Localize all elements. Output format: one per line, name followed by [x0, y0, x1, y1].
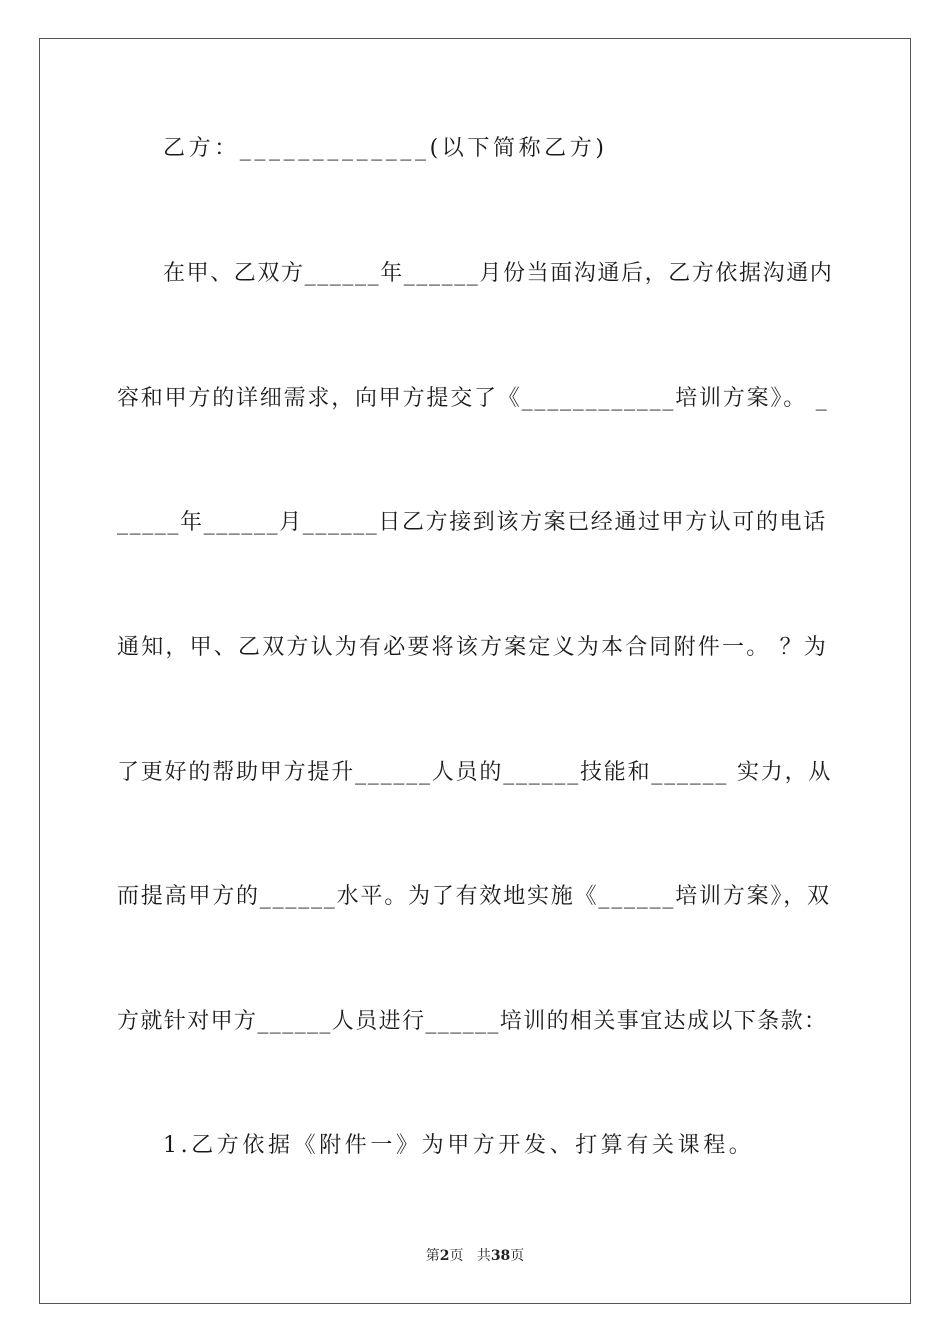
- page-label-suffix: 页: [449, 1248, 464, 1264]
- paragraph-line-7: 方就针对甲方______人员进行______培训的相关事宜达成以下条款：: [117, 1009, 828, 1034]
- page-border: [39, 38, 911, 1304]
- paragraph-line-1: 在甲、乙双方______年______月份当面沟通后，乙方依据沟通内: [163, 261, 834, 286]
- party-b-line: 乙方：_____________(以下简称乙方): [163, 136, 608, 161]
- total-label-prefix: 共: [476, 1248, 491, 1264]
- page-label-prefix: 第: [425, 1248, 440, 1264]
- total-pages: 38: [490, 1248, 511, 1264]
- paragraph-line-2: 容和甲方的详细需求，向甲方提交了《____________培训方案》。 _: [117, 386, 829, 411]
- total-label-suffix: 页: [510, 1248, 525, 1264]
- clause-1: 1.乙方依据《附件一》为甲方开发、打算有关课程。: [163, 1133, 755, 1158]
- paragraph-line-4: 通知，甲、乙双方认为有必要将该方案定义为本合同附件一。 ？为: [117, 635, 828, 660]
- paragraph-line-6: 而提高甲方的______水平。为了有效地实施《______培训方案》，双: [117, 884, 831, 909]
- paragraph-line-5: 了更好的帮助甲方提升______人员的______技能和______ 实力，从: [117, 760, 833, 785]
- paragraph-line-3: _____年______月______日乙方接到该方案已经通过甲方认可的电话: [117, 510, 827, 535]
- page-footer: [0, 1247, 950, 1265]
- page-number: 2: [439, 1248, 450, 1264]
